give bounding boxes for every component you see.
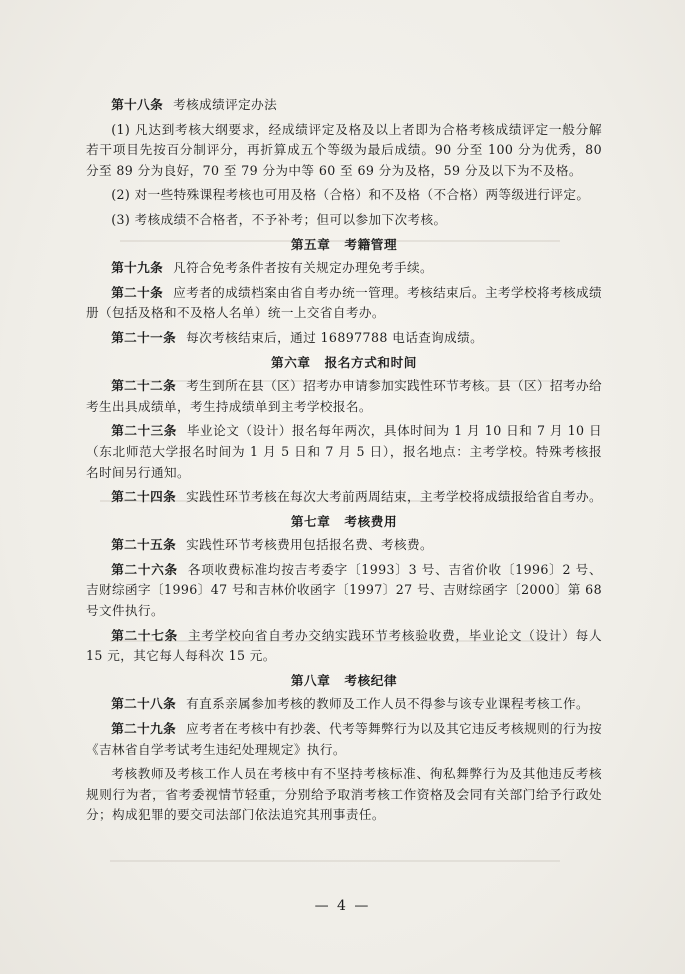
chapter-number: 第八章: [290, 672, 331, 688]
article-paragraph: [86, 560, 602, 622]
paragraph-text: 考核教师及考核工作人员在考核中有不坚持考核标准、徇私舞弊行为及其他违反考核规则行为者，省考委视情节轻重，分别给予取消考核工作资格及会同有关部门给予行政处分；构成犯罪的要交司法部门依法追究其刑事责任。: [86, 766, 602, 823]
article-paragraph: [86, 719, 602, 760]
document-body: [86, 95, 602, 830]
article-number: 第二十三条: [111, 423, 177, 439]
paragraph-text: (2) 对一些特殊课程考核也可用及格（合格）和不及格（不合格）两等级进行评定。: [111, 187, 590, 203]
article-number: 第十九条: [111, 260, 164, 276]
article-paragraph: [86, 258, 602, 279]
paragraph-text: (3) 考核成绩不合格者，不予补考；但可以参加下次考核。: [111, 211, 447, 227]
chapter-title: 考籍管理: [344, 236, 398, 252]
article-paragraph: [86, 487, 602, 508]
body-paragraph: [86, 764, 602, 826]
article-paragraph: [86, 694, 602, 715]
article-number: 第十八条: [111, 97, 164, 112]
chapter-title: 考核纪律: [344, 672, 398, 688]
paragraph-text: 考核成绩评定办法: [173, 97, 278, 112]
chapter-number: 第六章: [271, 354, 311, 370]
article-number: 第二十四条: [111, 489, 177, 505]
article-number: 第二十七条: [111, 627, 179, 643]
article-paragraph: [86, 376, 602, 417]
chapter-number: 第五章: [290, 236, 331, 252]
paragraph-text: 应考者的成绩档案由省自考办统一管理。考核结束后。主考学校将考核成绩册（包括及格和不及格人名单）统一上交省自考办。: [86, 284, 602, 321]
paragraph-text: 各项收费标准均按吉考委字〔1993〕3 号、吉省价收〔1996〕2 号、吉财综函字〔1996〕47 号和吉林价收函字〔1997〕27 号、吉财综函字〔2000〕第 68 号文件执行。: [86, 561, 602, 619]
chapter-heading: [86, 512, 602, 533]
chapter-title: 考核费用: [344, 513, 398, 529]
article-paragraph: [86, 95, 602, 116]
paragraph-text: 实践性环节考核费用包括报名费、考核费。: [186, 537, 434, 553]
paragraph-text: 考生到所在县（区）招考办申请参加实践性环节考核。县（区）招考办给考生出具成绩单，考生持成绩单到主考学校报名。: [86, 378, 602, 414]
article-paragraph: [86, 328, 602, 349]
body-paragraph: [86, 120, 602, 182]
paragraph-text: 有直系亲属参加考核的教师及工作人员不得参与该专业课程考核工作。: [186, 696, 589, 712]
paragraph-text: 应考者在考核中有抄袭、代考等舞弊行为以及其它违反考核规则的行为按《吉林省自学考试考生违纪处理规定》执行。: [86, 721, 602, 757]
article-paragraph: [86, 535, 602, 556]
paragraph-text: 每次考核结束后，通过 16897788 电话查询成绩。: [186, 329, 484, 345]
chapter-heading: [86, 353, 602, 374]
article-number: 第二十二条: [111, 378, 177, 394]
paragraph-text: 毕业论文（设计）报名每年两次，具体时间为 1 月 10 日和 7 月 10 日（东北师范大学报名时间为 1 月 5 日和 7 月 5 日），报名地点：主考学校。特殊考核报名时间另行通知。: [86, 423, 603, 480]
page-number: — 4 —: [314, 898, 371, 914]
chapter-number: 第七章: [290, 513, 331, 529]
article-number: 第二十八条: [111, 696, 177, 712]
article-paragraph: [86, 626, 602, 667]
article-number: 第二十一条: [111, 329, 177, 345]
article-number: 第二十六条: [111, 561, 178, 577]
paragraph-text: 凡符合免考条件者按有关规定办理免考手续。: [173, 260, 434, 276]
article-number: 第二十条: [111, 284, 164, 300]
body-paragraph: [86, 210, 602, 231]
chapter-heading: [86, 671, 602, 692]
body-paragraph: [86, 185, 602, 206]
article-paragraph: [86, 283, 602, 324]
chapter-heading: [86, 235, 602, 256]
paragraph-text: 主考学校向省自考办交纳实践环节考核验收费，毕业论文（设计）每人 15 元，其它每人每科次 15 元。: [86, 627, 603, 664]
article-number: 第二十五条: [111, 537, 177, 553]
chapter-title: 报名方式和时间: [324, 354, 417, 370]
paragraph-text: 实践性环节考核在每次大考前两周结束，主考学校将成绩报给省自考办。: [186, 489, 602, 505]
paragraph-text: (1) 凡达到考核大纲要求，经成绩评定及格及以上者即为合格考核成绩评定一般分解若干项目先按百分制评分，再折算成五个等级为最后成绩。90 分至 100 分为优秀，80 分至 89 分为良好，70 至 79 分为中等 60 至 69 分为及格，59 分及以下为不及格。: [86, 121, 602, 178]
article-number: 第二十九条: [111, 721, 177, 737]
article-paragraph: [86, 421, 602, 483]
